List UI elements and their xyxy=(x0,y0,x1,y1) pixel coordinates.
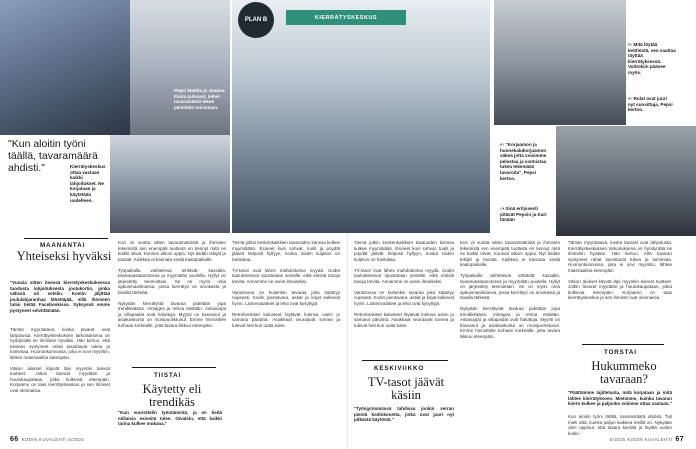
photo-staff-talking xyxy=(130,0,230,135)
body-tiistai-col1: Kun vii vuotta sitten tavaramääristä ja ihmisten tekemistä sen enempää tuotteita en tiennyt mitä ne kaikki olivat. Kunnes alkoin oppia. Nyt tiedän tekijät ja taustat. Kaikkea ei kannata viedä kaatopaikalle. Työpaikalla vaihtelevat tehtävät: kassalla, tavaravastaanotossa ja myymälän puolella. Hyllyt on järjestetty teemoittain. Se on myös oma ajatusmaailmansa, jossa kierrätys on arvokasta ja tavalla tärkeää. Nykyään kierrätystä tavaraa pidetään jopa trendikkäänä. Vintagea ja retroa etsitään. Astiasarjat ja villapaidat ovat haluttuja. Myynti on kasvanut ja asiakaskunta on monipuolistunut. Emme hinnoittele turhaan korkealle, jotta tavara liikkuu eteenpäin. xyxy=(118,240,226,328)
store-logo: PLAN B xyxy=(238,2,274,38)
kicker-keskiviikko: KESKIVIIKKO xyxy=(374,365,425,372)
kicker-tiistai: TIISTAI xyxy=(154,372,182,379)
page-number-left: 66 xyxy=(10,436,19,443)
body-keskiviikko: Tiemä jotkin keskenkaikkien tavaroiden kanssa kulkee myymälään. Esineet kuin sohvat, tuolit ja pöydät jäävät helposti hyllyyn, koska niiden kuljetus on hankalaa. TV-tasot ovat lähes mahdottomia myydä. Uudet taulutelevisiot ripustetaan seinälle, eikä entisiä tasoja tarvita. Annamme ne usein ilmaiseksi. Varastossa on kuitenkin tavaraa joka kääntyy nopeasti. Kodin pientavara, astiat ja kirjat kulkevat hyvin. Lastenvaatteet ja lelut ovat kysyttyjä. Retrohenkiset kalusteet löytävät kotinsa usein jo samana päivänä. Asiakkaat seuraavat somea ja tulevat heti kun uutta tulee. xyxy=(232,240,340,328)
rule-torstai xyxy=(582,344,664,345)
caption-logistics: Kierrätyskeskus ottaa vastaan kaikki lahjoitukset. Ne korjataan ja käytetään uudelleen. xyxy=(70,164,106,203)
body-right-col3: Tämän myyntatava, koska tavarat ovat lahjoitusta. Kierrätyskeskuksen tarkoituksena on hyödyntää ne ihmisten hyväksi. Hän kertoo, että tavaran syntyneet rahat tasoittavat tukea ja toimintaa. Huononkunnossa, joka ei sovi myyntiin, lähtee materiaalina eteenpäin. Väkon alukset käyvät läpi myyntiin tulevat tuotteet. Jotkin tavarat myydään ja huutokaupataan, jotka kulkevat eteenpäin. Korjaamo on taas kierrätyskeskus ja sen ihmiset ovat olennaisia. xyxy=(568,240,672,300)
photo-logistics xyxy=(110,135,230,233)
caption-korjaamo: <- "Korjaamon ja huonekalukorjaamon väkeä jotta voisimme pelastaa ja varmistaa tukea tekemään tavaroita", Pepsi kertoo. xyxy=(500,142,547,181)
caption-sales: -> Sinä erityisesti pitävät Pepsin ja Kari tänään xyxy=(500,206,547,223)
folio-right xyxy=(610,436,684,443)
body-right-col2: Kun vii vuotta sitten tavaramääristä ja ihmisten tekemistä sen enempää tuotteita en tiennyt mitä ne kaikki olivat. Kunnes alkoin oppia. Nyt tiedän tekijät ja taustat. Kaikkea ei kannata viedä kaatopaikalle. Työpaikalla vaihtelevat tehtävät: kassalla, tavaravastaanotossa ja myymälän puolella. Hyllyt on järjestetty teemoittain. Se on myös oma ajatusmaailmansa, jossa kierrätys on arvokasta ja tavalla tärkeää. Nykyään kierrätystä tavaraa pidetään jopa trendikkäänä. Vintagea ja retroa etsitään. Astiasarjat ja villapaidat ovat haluttuja. Myynti on kasvanut ja asiakaskunta on monipuolistunut. Emme hinnoittele turhaan korkealle, jotta tavara liikkuu eteenpäin. xyxy=(460,240,560,339)
rule-keskiviikko xyxy=(362,360,448,361)
lead-maanantai: "Vuosia sitten itsessä kierrätyskeskuksessa tuodusta lahjoituksesta joulukortin, jonka välissä oli setelin. Koetin jäljittää joululahjaranhaa lähettäjää, sillä ihmisten tulisi tietää Facebookissa. Syksyssä emme pystyneet selvittämään. xyxy=(10,280,110,313)
body-maanantai: Tämän myyntatava, koska tavarat ovat lahjoitusta. Kierrätyskeskuksen tarkoituksena on hyödyntää ne ihmisten hyväksi. Hän kertoo, että tavaran syntyneet rahat tasoittavat tukea ja toimintaa. Huononkunnossa, joka ei sovi myyntiin, lähtee materiaalina eteenpäin. Väkon alukset käyvät läpi myyntiin tulevat tuotteet. Jotkin tavarat myydään ja huutokaupataan, jotka kulkevat eteenpäin. Korjaamo on taas kierrätyskeskus ja sen ihmiset ovat olennaisia. xyxy=(10,327,110,393)
heading-maanantai: Yhteiseksi hyväksi xyxy=(16,249,112,263)
lead-tiistai: "Kun vuorottelin työntämistä, ja en tiedä millaisia esineitä tulee. Oivalsin, että kaikki tarina kulkee mukana." xyxy=(118,410,222,426)
kicker-maanantai: MAANANTAI xyxy=(40,242,86,249)
lead-torstai: "Päättämme lajittelusta, mitä korjataan ja mitä lähtee kierrätykseen. Mietimme, kuinka tavaran kierto kulkee ja paljonko voimme ottaa vastaan." xyxy=(568,390,672,406)
photo-kitchen-shelf xyxy=(494,0,626,125)
store-sign: KIERRÄTYSKESKUS xyxy=(286,10,406,25)
pull-quote: "Kun aloitin työni täällä, tavaramäärä ahdisti." xyxy=(8,138,98,174)
rule-maanantai xyxy=(24,238,108,239)
rule-tiistai xyxy=(132,367,216,368)
heading-tiistai: Käytetty eli trendikäs xyxy=(142,382,202,409)
heading-torstai: Hukummeko tavaraan? xyxy=(591,359,657,386)
photo-store-interior xyxy=(232,0,490,233)
lead-keskiviikko: "Työnjyrimmässä tahdissa jonkin verran pientä kodinkonetta, jotka ovat juuri nyt pitkästä käytöstä." xyxy=(354,406,454,422)
body-torstai: Kun aloitin työni täällä, tavaramäärä ahdisti. Tuli mieli siitä, kuinka paljon kaikkea meillä on. Nykyään olen oppinut, että tavara kiertää ja löytää uuden kodin. xyxy=(568,414,672,436)
folio-left xyxy=(10,436,84,443)
caption-kitchen: <- Mitä löytää keittiöstä, sen saattaa täyttää kierrätyksessä. Voittokiin pääsee myös. xyxy=(628,42,676,75)
photo-woman-in-store xyxy=(0,0,130,135)
kicker-torstai: TORSTAI xyxy=(604,349,637,356)
heading-keskiviikko: TV-tasot jäävät käsiin xyxy=(367,375,445,402)
page-number-right: 67 xyxy=(675,436,684,443)
caption-rows: <- Rulat ovat juuri nyt suosittuja, Pepsi kertoo. xyxy=(628,96,673,113)
photo-workers xyxy=(556,126,696,236)
folio-label-right: 5/2025 KODIN KUVALEHTI xyxy=(609,437,673,442)
folio-label-left: KODIN KUVALEHTI 5/2025 xyxy=(21,437,85,442)
caption-pekka: Pepsi Mattila ja Joanna Itsola puhuvat, miten tavaramäärä tekee päivittäin toisistaan. xyxy=(174,88,225,110)
body-right-col1: Tiemä jotkin keskenkaikkien tavaroiden kanssa kulkee myymälään. Esineet kuin sohvat, tuolit ja pöydät jäävät helposti hyllyyn, koska niiden kuljetus on hankalaa. TV-tasot ovat lähes mahdottomia myydä. Uudet taulutelevisiot ripustetaan seinälle, eikä entisiä tasoja tarvita. Annamme ne usein ilmaiseksi. Varastossa on kuitenkin tavaraa joka kääntyy nopeasti. Kodin pientavara, astiat ja kirjat kulkevat hyvin. Lastenvaatteet ja lelut ovat kysyttyjä. Retrohenkiset kalusteet löytävät kotinsa usein jo samana päivänä. Asiakkaat seuraavat somea ja tulevat heti kun uutta tulee. xyxy=(354,240,454,328)
